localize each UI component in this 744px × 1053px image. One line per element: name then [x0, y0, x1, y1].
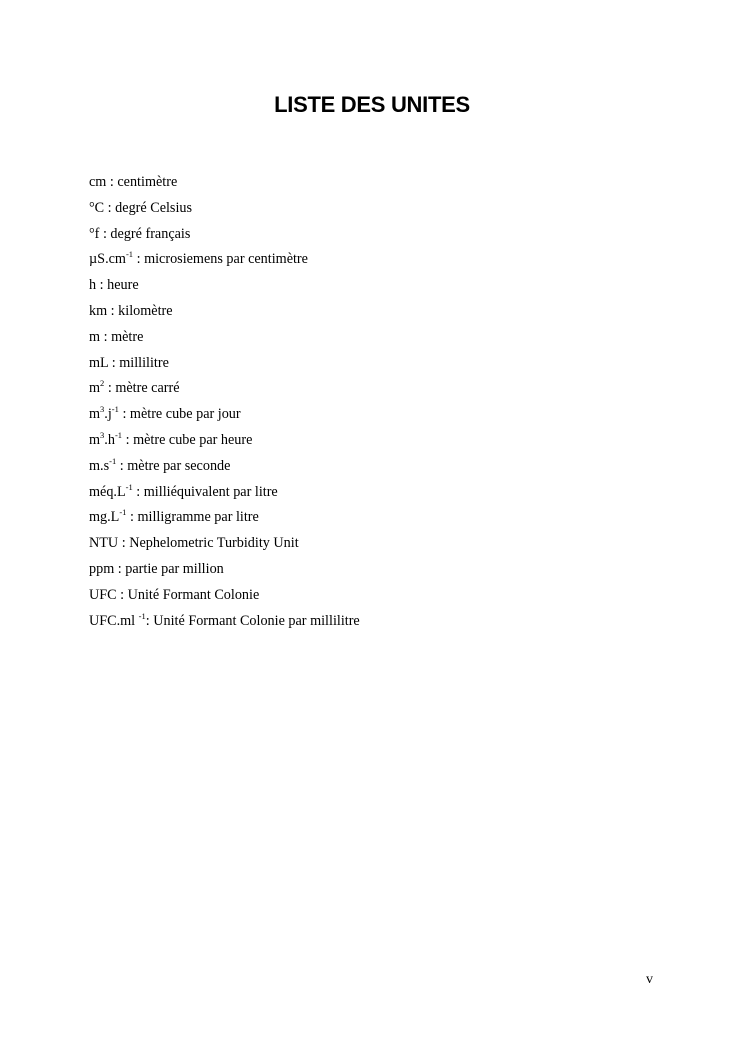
unit-exponent: -1 [114, 429, 123, 440]
unit-entry [89, 353, 360, 379]
page-number: v [646, 972, 653, 987]
unit-entry [89, 224, 360, 250]
unit-exponent: 3 [100, 429, 105, 440]
unit-text: : microsiemens par centimètre [133, 251, 308, 268]
unit-entry [89, 172, 360, 198]
page-title: LISTE DES UNITES [274, 92, 470, 117]
unit-text: m [89, 406, 101, 423]
unit-exponent: -1 [125, 481, 133, 492]
unit-entry [89, 559, 360, 585]
unit-text: : mètre par seconde [116, 457, 231, 474]
unit-text: °C : degré Celsius [89, 199, 193, 216]
unit-entry [89, 456, 360, 482]
unit-text: : milligramme par litre [126, 509, 259, 526]
unit-text: : mètre carré [104, 380, 180, 397]
unit-text: °f : degré français [89, 225, 191, 242]
unit-text: : Unité Formant Colonie par millilitre [145, 612, 360, 629]
unit-entry [89, 301, 360, 327]
unit-text: cm : centimètre [89, 174, 178, 190]
unit-entry [89, 378, 360, 404]
unit-exponent: -1 [119, 507, 127, 518]
unit-exponent: -1 [111, 404, 119, 415]
unit-entry [89, 533, 360, 559]
unit-list [89, 172, 360, 636]
unit-text: mg.L [89, 509, 120, 526]
unit-exponent: 3 [100, 404, 105, 415]
unit-text: µS.cm [89, 251, 126, 268]
unit-entry [89, 327, 360, 353]
unit-text: : milliéquivalent par litre [132, 483, 278, 500]
unit-exponent: 2 [100, 378, 105, 389]
unit-text: .h [104, 431, 115, 448]
unit-text: UFC : Unité Formant Colonie [89, 586, 260, 603]
unit-entry [89, 482, 360, 508]
unit-entry [89, 507, 360, 533]
unit-text: : mètre cube par heure [122, 431, 253, 448]
unit-exponent: -1 [138, 610, 146, 621]
unit-entry [89, 249, 360, 275]
unit-exponent: -1 [125, 249, 134, 260]
unit-text: m [89, 431, 101, 448]
unit-entry [89, 430, 360, 456]
unit-text: km : kilomètre [89, 302, 173, 319]
unit-entry [89, 585, 360, 611]
unit-text: méq.L [89, 483, 126, 500]
unit-text: : mètre cube par jour [118, 406, 241, 423]
unit-entry [89, 275, 360, 301]
unit-text: NTU : Nephelometric Turbidity Unit [89, 535, 299, 552]
unit-text: ppm : partie par million [89, 560, 224, 577]
unit-entry [89, 404, 360, 430]
unit-entry [89, 198, 360, 224]
unit-text: m : mètre [89, 328, 144, 345]
unit-text: mL : millilitre [89, 354, 169, 371]
unit-text: m.s [89, 457, 110, 474]
unit-text: h : heure [89, 277, 139, 294]
unit-text: UFC.ml [89, 612, 139, 629]
unit-exponent: -1 [109, 455, 117, 466]
unit-entry [89, 611, 360, 637]
unit-text: m [89, 380, 101, 397]
unit-text: .j [104, 406, 112, 423]
